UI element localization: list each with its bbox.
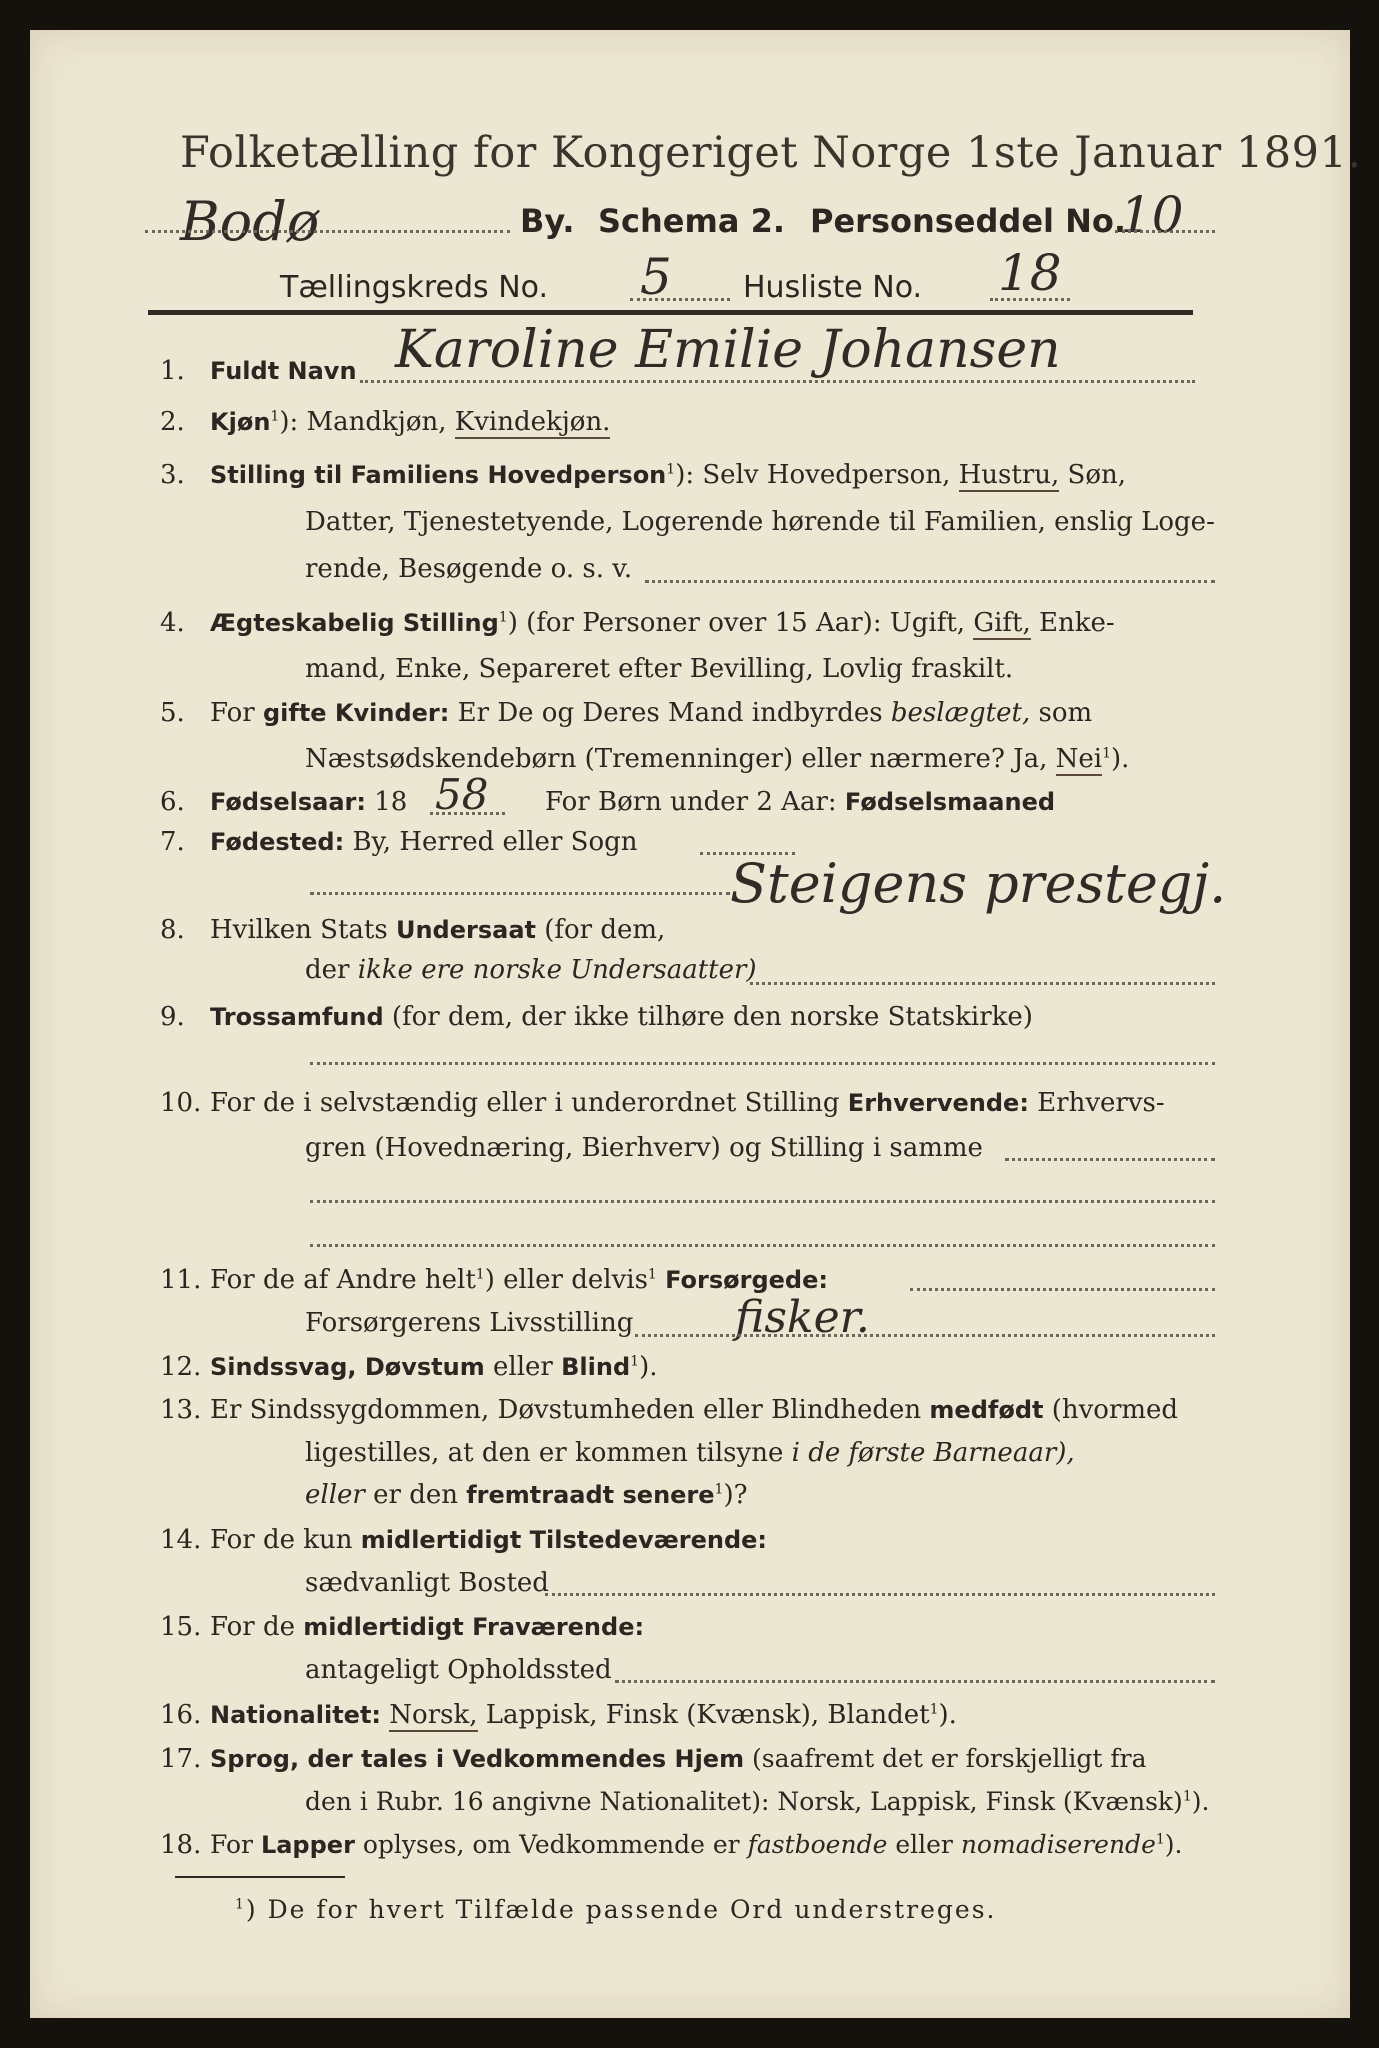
row-3-line bbox=[210, 460, 1126, 490]
row-15-label: midlertidigt Fraværende: bbox=[303, 1613, 645, 1641]
row-11-line bbox=[210, 1265, 828, 1295]
row-5-line bbox=[210, 698, 1092, 728]
town-handwritten: Bodø bbox=[180, 190, 320, 253]
row-17-text: (saafremt det er forskjelligt fra bbox=[744, 1744, 1147, 1773]
row-13-line bbox=[210, 1395, 1178, 1425]
row-8-dotted-line bbox=[750, 982, 1215, 985]
full-name-value: Karoline Emilie Johansen bbox=[395, 320, 1061, 380]
row-8-line-2-italic: ikke ere norske Undersaatter) bbox=[357, 955, 757, 985]
row-9-dotted-line bbox=[310, 1062, 1215, 1065]
row-15-line-2: antageligt Opholdssted bbox=[305, 1655, 612, 1685]
row-7-dotted-line-2 bbox=[310, 892, 730, 895]
row-6-label-2: Fødselsmaaned bbox=[844, 788, 1056, 816]
row-12-text: eller bbox=[484, 1352, 562, 1382]
row-12-sup: 1 bbox=[630, 1353, 640, 1370]
row-5-sup: 1 bbox=[1102, 745, 1111, 762]
row-14-text: For de kun bbox=[210, 1525, 361, 1555]
row-4-line-2: mand, Enke, Separeret efter Bevilling, Lovlig fraskilt. bbox=[305, 654, 1014, 684]
row-18-line bbox=[210, 1830, 1183, 1859]
row-11-dotted-line-2 bbox=[635, 1334, 1215, 1337]
row-10-dotted-line-1 bbox=[1005, 1158, 1215, 1161]
row-18-text-c: eller bbox=[887, 1830, 961, 1859]
birth-year-prefix: 18 bbox=[374, 787, 408, 817]
husliste-dotted-line bbox=[990, 298, 1070, 301]
row-14-number: 14. bbox=[160, 1525, 202, 1555]
row-8-line-2a: der bbox=[305, 955, 358, 985]
row-2-number: 2. bbox=[160, 407, 185, 437]
footnote-rule bbox=[175, 1876, 345, 1878]
row-8-label: Undersaat bbox=[395, 916, 536, 944]
row-4-text-a: ) (for Personer over 15 Aar): Ugift, bbox=[507, 608, 974, 638]
row-17-label: Sprog, der tales i Vedkommendes Hjem bbox=[210, 1745, 745, 1773]
row-7-text: By, Herred eller Sogn bbox=[344, 827, 638, 857]
row-2-selected: Kvindekjøn. bbox=[454, 407, 611, 437]
row-17-sup: 1 bbox=[1182, 1788, 1192, 1805]
row-11-dotted-line-1 bbox=[910, 1288, 1215, 1291]
row-16-sup: 1 bbox=[929, 1701, 939, 1718]
row-2-label: Kjøn bbox=[210, 408, 271, 436]
row-1-number: 1. bbox=[160, 356, 185, 386]
row-16-selected: Norsk, bbox=[389, 1700, 478, 1730]
row-2-sup: 1 bbox=[270, 408, 280, 425]
header-rule bbox=[148, 310, 1193, 315]
row-7-number: 7. bbox=[160, 827, 185, 857]
row-8-number: 8. bbox=[160, 915, 185, 945]
row-15-number: 15. bbox=[160, 1612, 202, 1642]
row-16-end: ). bbox=[938, 1700, 957, 1730]
row-13-number: 13. bbox=[160, 1395, 202, 1425]
row-10-line bbox=[210, 1088, 1165, 1118]
row-11-number: 11. bbox=[160, 1265, 202, 1295]
row-13-text-a: Er Sindssygdommen, Døvstumheden eller Blindheden bbox=[210, 1395, 930, 1425]
row-4-label: Ægteskabelig Stilling bbox=[210, 609, 499, 637]
row-18-label: Lapper bbox=[260, 1831, 355, 1859]
row-16-text: Lappisk, Finsk (Kvænsk), Blandet bbox=[477, 1700, 930, 1730]
row-13-line-3 bbox=[305, 1480, 748, 1510]
row-5-line-2 bbox=[305, 744, 1129, 774]
by-label: By. bbox=[520, 202, 575, 240]
row-15-text: For de bbox=[210, 1612, 304, 1642]
row-4-number: 4. bbox=[160, 608, 185, 638]
row-8-line-2 bbox=[305, 955, 757, 985]
row-3-text-a: ): Selv Hovedperson, bbox=[675, 460, 959, 490]
row-8-text-b: (for dem, bbox=[535, 915, 666, 945]
husliste-number: 18 bbox=[998, 244, 1062, 302]
row-15-dotted-line bbox=[615, 1680, 1215, 1683]
row-6-text: For Børn under 2 Aar: bbox=[545, 787, 845, 817]
row-3-line-2: Datter, Tjenestetyende, Logerende hørende til Familien, enslig Loge- bbox=[305, 507, 1215, 537]
row-12-end: ). bbox=[639, 1352, 658, 1382]
row-12-number: 12. bbox=[160, 1352, 202, 1382]
row-12-line bbox=[210, 1352, 657, 1382]
row-10-dotted-line-3 bbox=[310, 1244, 1215, 1247]
row-13-line-2 bbox=[305, 1438, 1075, 1468]
row-13-line-2a: ligestilles, at den er kommen tilsyne bbox=[305, 1438, 792, 1468]
row-18-italic-1: fastboende bbox=[747, 1830, 888, 1859]
row-6-label: Fødselsaar: bbox=[210, 788, 366, 816]
row-6-line bbox=[210, 787, 407, 817]
row-8-line bbox=[210, 915, 665, 945]
row-5-selected: Nei bbox=[1055, 744, 1103, 774]
birthplace-value: Steigens prestegj. bbox=[730, 852, 1227, 915]
row-9-text: (for dem, der ikke tilhøre den norske Statskirke) bbox=[383, 1002, 1033, 1032]
row-7-label: Fødested: bbox=[210, 828, 345, 856]
row-10-text-a: For de i selvstændig eller i underordnet Stilling bbox=[210, 1088, 848, 1118]
row-1-label: Fuldt Navn bbox=[210, 357, 357, 385]
row-17-number: 17. bbox=[160, 1744, 202, 1774]
row-4-selected: Gift, bbox=[973, 608, 1031, 638]
row-3-line-3: rende, Besøgende o. s. v. bbox=[305, 554, 633, 584]
row-12-label-b: Blind bbox=[561, 1353, 631, 1381]
row-17-line-2 bbox=[305, 1787, 1209, 1816]
row-3-selected: Hustru, bbox=[958, 460, 1060, 490]
row-9-number: 9. bbox=[160, 1002, 185, 1032]
row-4-sup: 1 bbox=[498, 609, 508, 626]
row-17-line-2-text: den i Rubr. 16 angivne Nationalitet): Norsk, Lappisk, Finsk (Kvænsk) bbox=[305, 1787, 1183, 1816]
row-13-line-3a: er den bbox=[364, 1480, 467, 1510]
row-18-text-a: For bbox=[210, 1830, 261, 1859]
taellingskreds-number: 5 bbox=[640, 248, 672, 306]
row-3-label: Stilling til Familiens Hovedperson bbox=[210, 461, 667, 489]
row-5-line-2a: Næstsødskendebørn (Tremenninger) eller nærmere? Ja, bbox=[305, 744, 1056, 774]
row-13-line-3-italic: eller bbox=[305, 1480, 365, 1510]
row-14-label: midlertidigt Tilstedeværende: bbox=[360, 1526, 768, 1554]
row-12-label-a: Sindssvag, Døvstum bbox=[210, 1353, 485, 1381]
personseddel-dotted-line bbox=[1115, 230, 1215, 233]
personseddel-number: 10 bbox=[1120, 186, 1184, 244]
row-3-dotted-line bbox=[645, 580, 1215, 583]
footnote bbox=[235, 1895, 996, 1924]
row-13-line-2-italic: i de første Barneaar), bbox=[791, 1438, 1075, 1468]
row-10-text-b: Erhvervs- bbox=[1028, 1088, 1165, 1118]
taellingskreds-label: Tællingskreds No. bbox=[280, 270, 548, 305]
row-5-number: 5. bbox=[160, 698, 185, 728]
row-4-line bbox=[210, 608, 1115, 638]
census-form-sheet bbox=[30, 30, 1362, 2018]
row-5-label: gifte Kvinder: bbox=[262, 699, 450, 727]
row-13-text-b: (hvormed bbox=[1043, 1395, 1179, 1425]
birth-year-dotted-line bbox=[430, 812, 505, 815]
taellingskreds-dotted-line bbox=[630, 298, 730, 301]
provider-occupation-value: fisker. bbox=[735, 1292, 870, 1343]
row-17-line bbox=[210, 1744, 1147, 1773]
row-2-line bbox=[210, 407, 610, 437]
row-9-line bbox=[210, 1002, 1033, 1032]
row-18-number: 18. bbox=[160, 1830, 202, 1860]
row-16-number: 16. bbox=[160, 1700, 202, 1730]
row-9-label: Trossamfund bbox=[210, 1003, 384, 1031]
row-14-line-2: sædvanligt Bosted bbox=[305, 1568, 549, 1598]
row-5-italic: beslægtet, bbox=[890, 698, 1031, 728]
row-13-line-3-end: )? bbox=[723, 1480, 748, 1510]
row-2-text: ): Mandkjøn, bbox=[279, 407, 455, 437]
row-3-number: 3. bbox=[160, 460, 185, 490]
row-6-line-right bbox=[545, 787, 1055, 817]
full-name-dotted-line bbox=[360, 380, 1195, 383]
row-14-line bbox=[210, 1525, 767, 1555]
row-11-text: For de af Andre helt bbox=[210, 1265, 476, 1295]
row-11-sup-1: 1 bbox=[475, 1266, 485, 1283]
row-10-line-2: gren (Hovednæring, Bierhverv) og Stilling i samme bbox=[305, 1133, 983, 1163]
row-13-label: medfødt bbox=[929, 1396, 1044, 1424]
row-11-label: Forsørgede: bbox=[665, 1266, 828, 1294]
row-5-label-pre: For bbox=[210, 698, 263, 728]
row-13-label-3: fremtraadt senere bbox=[466, 1481, 715, 1509]
row-5-text-a: Er De og Deres Mand indbyrdes bbox=[449, 698, 891, 728]
row-6-number: 6. bbox=[160, 787, 185, 817]
husliste-label: Husliste No. bbox=[743, 270, 923, 305]
row-10-number: 10. bbox=[160, 1088, 202, 1118]
row-4-text-b: Enke- bbox=[1030, 608, 1115, 638]
row-11-sup-2: 1 bbox=[647, 1266, 657, 1283]
row-8-text-a: Hvilken Stats bbox=[210, 915, 396, 945]
row-10-label: Erhvervende: bbox=[847, 1089, 1029, 1117]
row-17-end: ). bbox=[1191, 1787, 1210, 1816]
row-14-dotted-line bbox=[545, 1593, 1215, 1596]
row-18-text-b: oplyses, om Vedkommende er bbox=[354, 1830, 748, 1859]
row-3-sup: 1 bbox=[666, 461, 676, 478]
row-11-text-2: ) eller delvis bbox=[484, 1265, 648, 1295]
row-5-text-b: som bbox=[1030, 698, 1093, 728]
row-7-line bbox=[210, 827, 638, 857]
row-18-end: ). bbox=[1164, 1830, 1183, 1859]
row-11-line-2: Forsørgerens Livsstilling bbox=[305, 1308, 634, 1338]
row-15-line bbox=[210, 1612, 644, 1642]
footnote-text: ) De for hvert Tilfælde passende Ord understreges. bbox=[245, 1895, 997, 1924]
row-16-label: Nationalitet: bbox=[210, 1701, 382, 1729]
row-13-sup: 1 bbox=[714, 1481, 724, 1498]
row-16-line bbox=[210, 1700, 957, 1730]
row-5-line-2b: ). bbox=[1110, 744, 1130, 774]
row-3-text-b: Søn, bbox=[1059, 460, 1127, 490]
row-1-line bbox=[210, 356, 357, 386]
form-title: Folketælling for Kongeriget Norge 1ste Januar 1891. bbox=[180, 128, 1362, 178]
schema-label: Schema 2. bbox=[598, 202, 785, 240]
row-18-sup: 1 bbox=[1155, 1831, 1165, 1848]
footnote-sup: 1 bbox=[235, 1896, 246, 1913]
row-10-dotted-line-2 bbox=[310, 1200, 1215, 1203]
town-dotted-line bbox=[145, 230, 510, 233]
birth-year-handwritten: 58 bbox=[435, 770, 489, 819]
personseddel-label: Personseddel No. bbox=[810, 202, 1127, 240]
row-18-italic-2: nomadiserende bbox=[960, 1830, 1156, 1859]
